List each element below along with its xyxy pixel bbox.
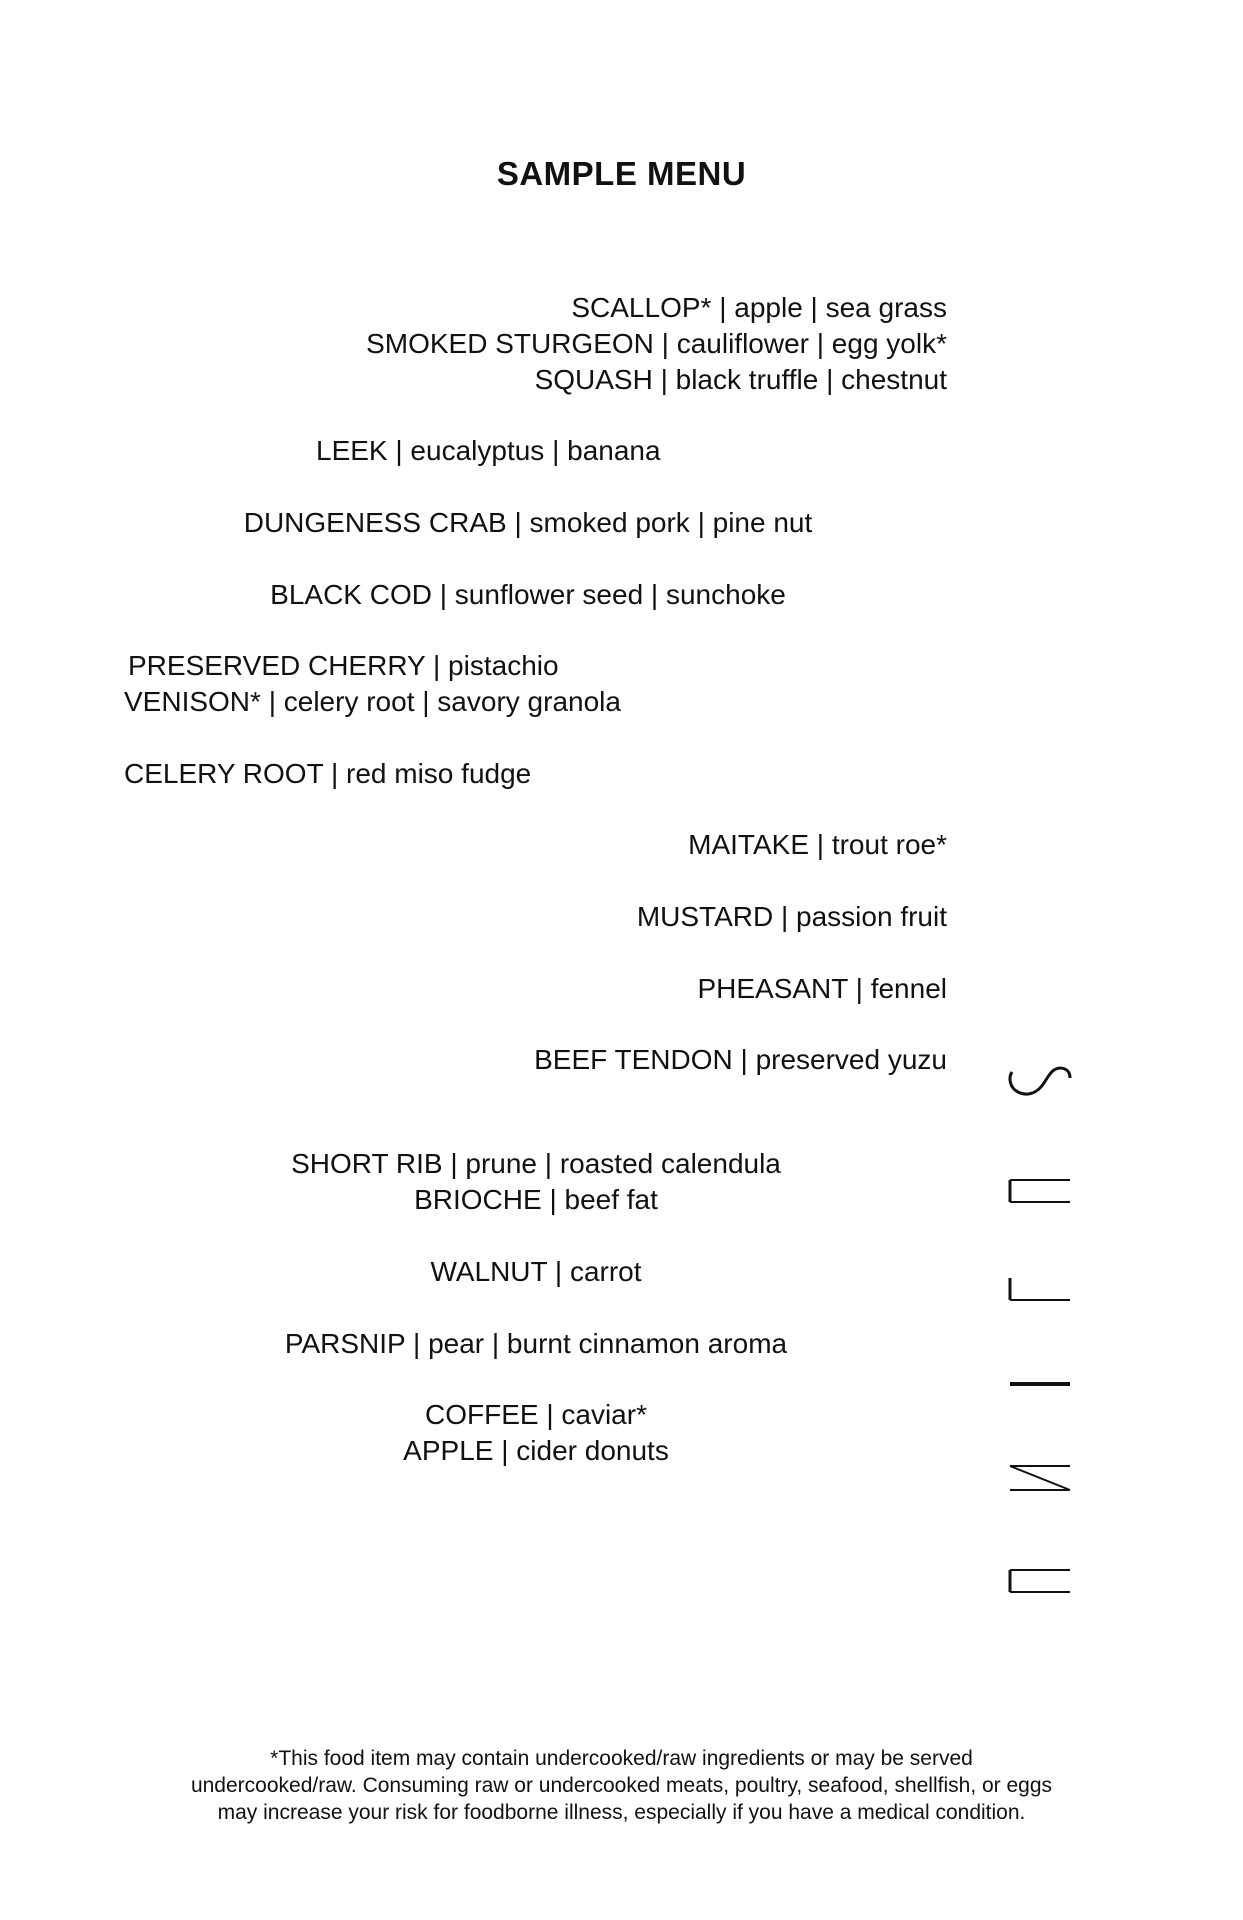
menu-item-maitake: MAITAKE | trout roe* xyxy=(688,829,947,860)
menu-item-parsnip: PARSNIP | pear | burnt cinnamon aroma xyxy=(284,1328,788,1359)
menu-item-apple: APPLE | cider donuts xyxy=(403,1435,669,1466)
menu-item-pheasant: PHEASANT | fennel xyxy=(697,973,947,1004)
menu-item-scallop: SCALLOP* | apple | sea grass xyxy=(571,292,947,323)
menu-item-squash: SQUASH | black truffle | chestnut xyxy=(534,364,947,395)
menu-item-smoked-sturgeon: SMOKED STURGEON | cauliflower | egg yolk* xyxy=(366,328,947,359)
menu-item-coffee: COFFEE | caviar* xyxy=(425,1399,647,1430)
menu-item-brioche: BRIOCHE | beef fat xyxy=(414,1184,658,1215)
allergy-footnote: *This food item may contain undercooked/raw ingredients or may be served undercooked/raw. Consuming raw or undercooked meats, poultry, seafood, shellfish, or eggs may increase your risk for foodborne illness, especially if you have a medical condition. xyxy=(190,1747,1053,1824)
menu-item-beef-tendon: BEEF TENDON | preserved yuzu xyxy=(534,1044,947,1075)
brand-logo xyxy=(1004,1060,1076,1620)
menu-item-venison: VENISON* | celery root | savory granola xyxy=(124,686,621,717)
menu-title: SAMPLE MENU xyxy=(496,155,747,192)
menu-item-mustard: MUSTARD | passion fruit xyxy=(636,901,947,932)
menu-item-celery-root: CELERY ROOT | red miso fudge xyxy=(124,758,532,789)
menu-item-leek: LEEK | eucalyptus | banana xyxy=(316,435,661,466)
menu-item-preserved-cherry: PRESERVED CHERRY | pistachio xyxy=(128,650,559,681)
menu-item-dungeness-crab: DUNGENESS CRAB | smoked pork | pine nut xyxy=(243,507,813,538)
menu-item-walnut: WALNUT | carrot xyxy=(430,1256,642,1287)
menu-item-short-rib: SHORT RIB | prune | roasted calendula xyxy=(291,1148,781,1179)
menu-item-black-cod: BLACK COD | sunflower seed | sunchoke xyxy=(270,579,786,610)
